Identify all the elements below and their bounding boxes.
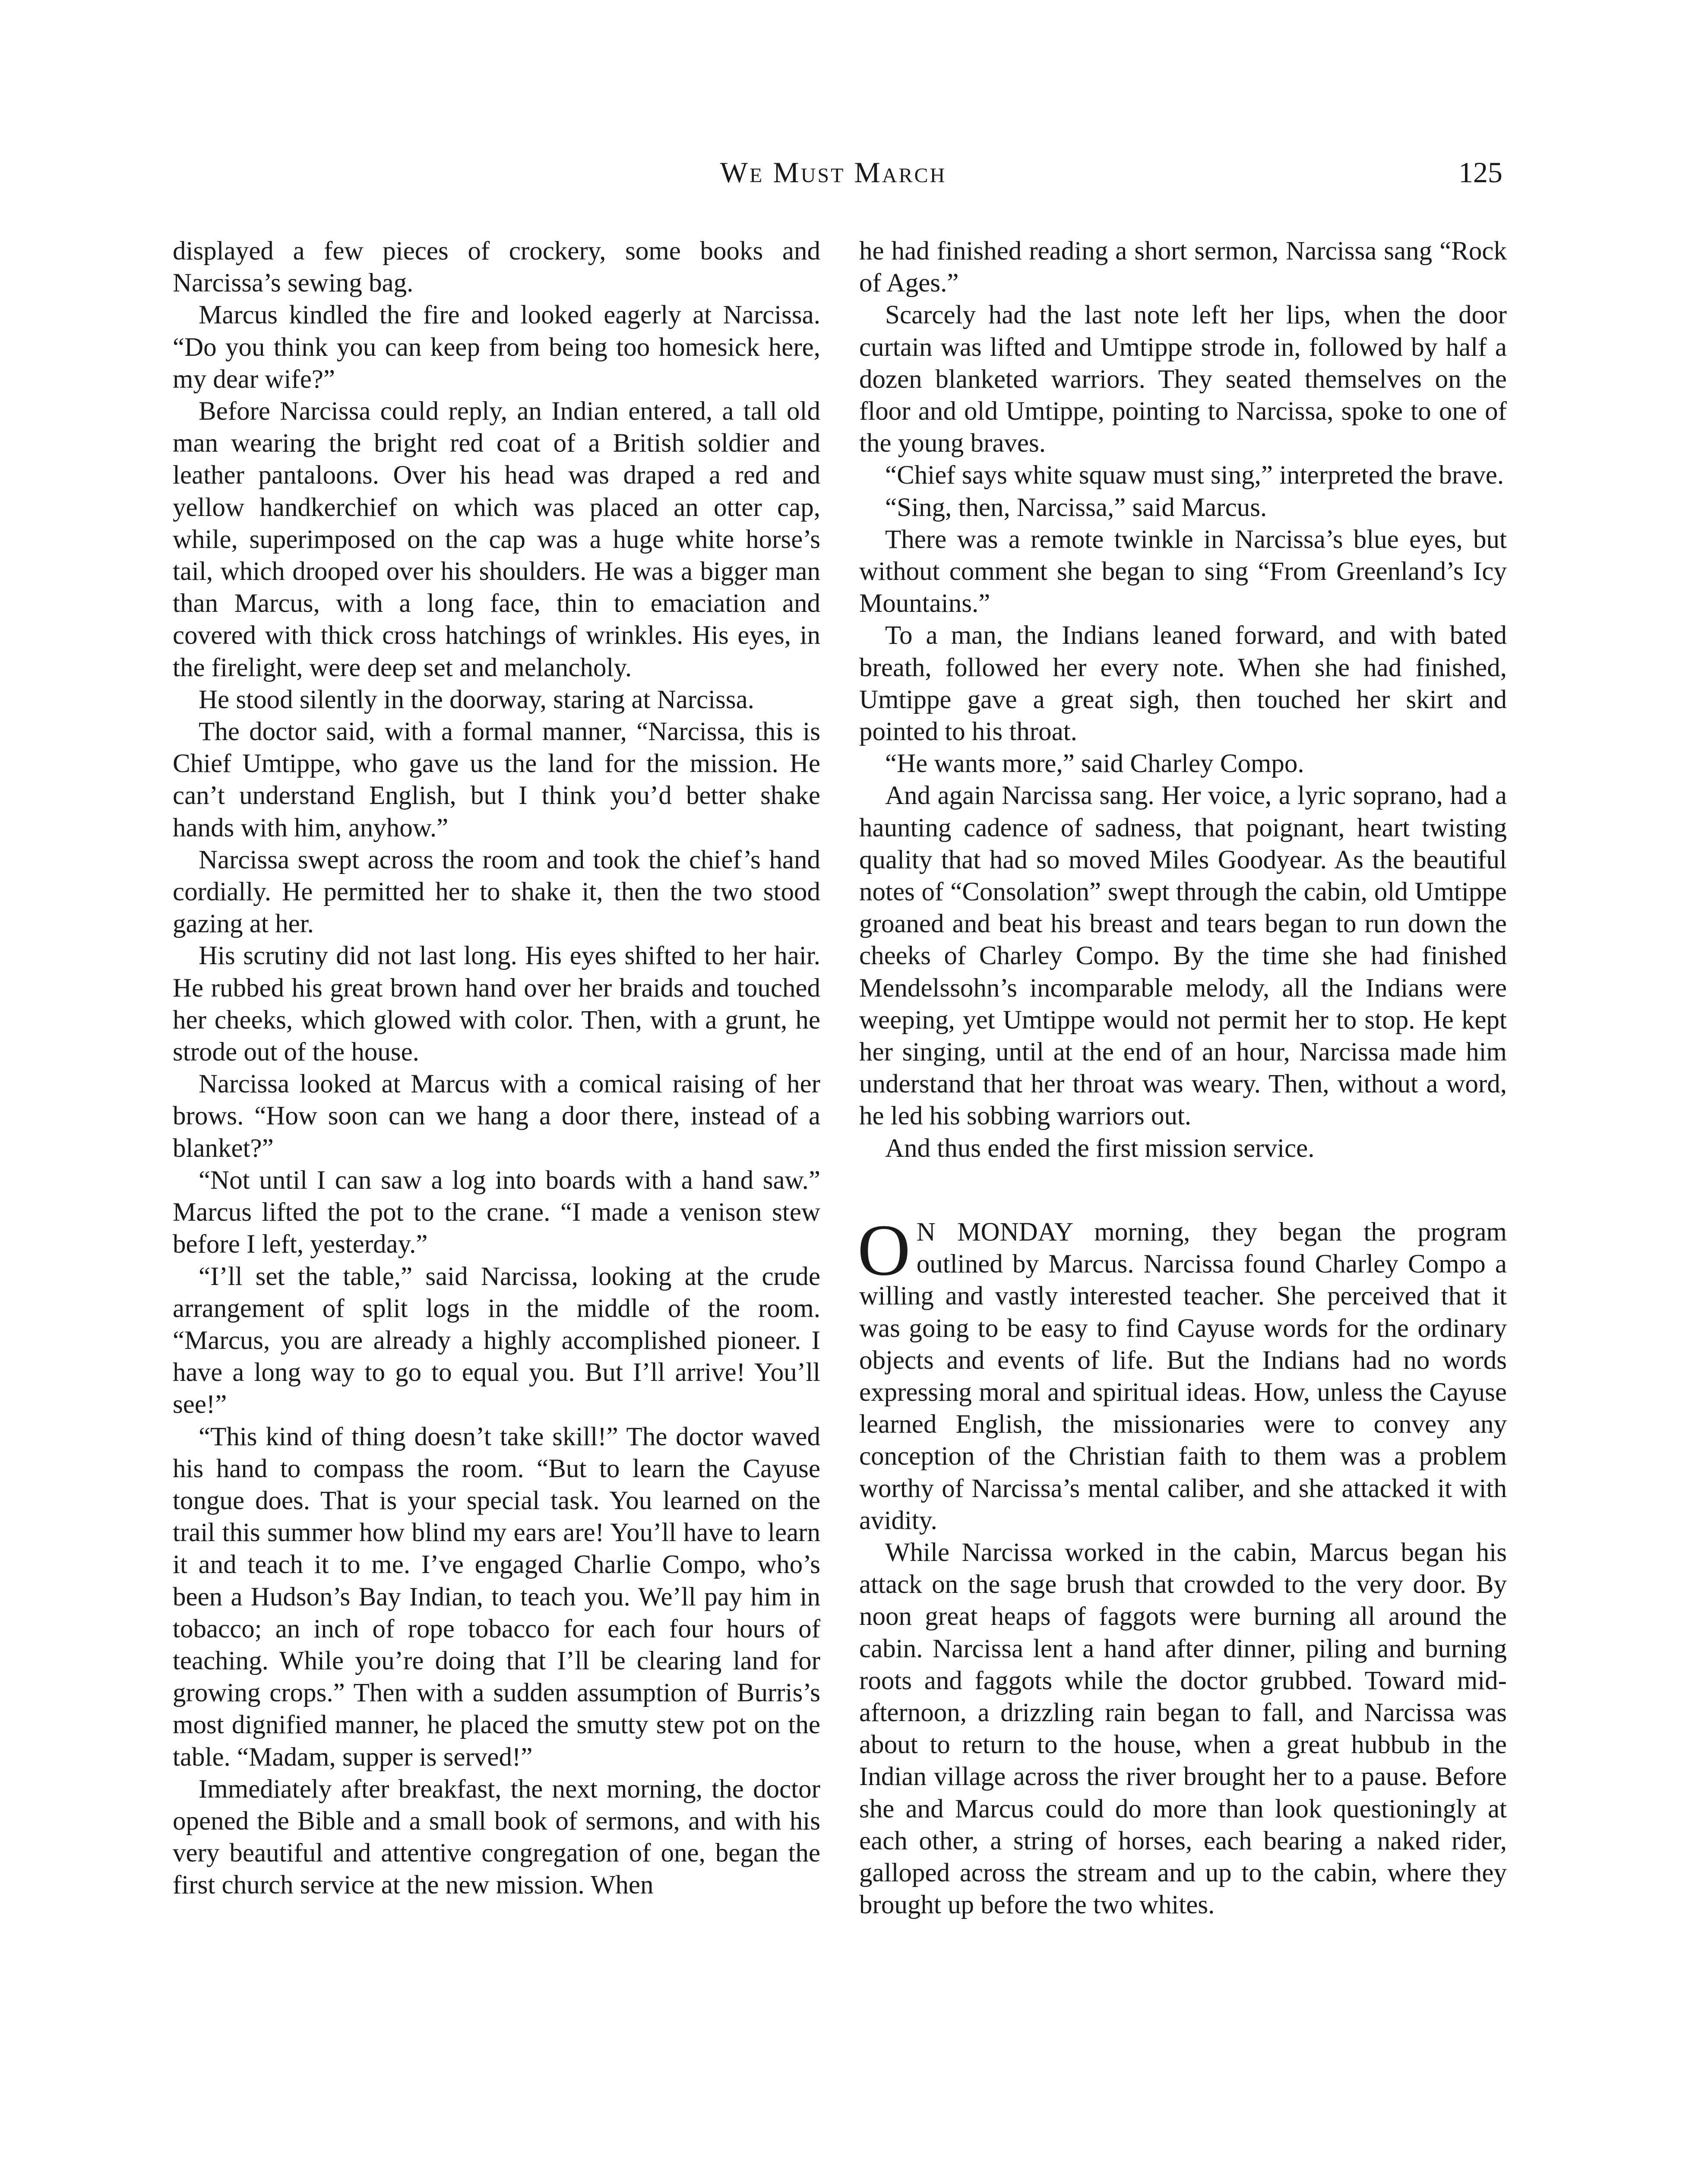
paragraph: While Narcissa worked in the cabin, Marcus began his attack on the sage brush that crowded to the very door. By noon great heaps of faggots were burning all around the cabin. Narcissa lent a hand after dinner, piling and burning roots and faggots while the doctor grubbed. Toward mid-afternoon, a drizzling rain began to fall, and Narcissa was about to return to the house, when a great hubbub in the Indian village across the river brought her to a pause. Before she and Marcus could do more than look questioningly at each other, a string of horses, each bearing a naked rider, galloped across the stream and up to the cabin, where they brought up before the two whites. (859, 1538, 1507, 1920)
lead-in: N MONDAY (916, 1217, 1072, 1247)
paragraph: Marcus kindled the fire and looked eagerly at Narcissa. “Do you think you can keep from being too homesick here, my dear wife?” (173, 301, 820, 394)
paragraph: He stood silently in the doorway, staring at Narcissa. (199, 685, 754, 714)
paragraph: “Not until I can saw a log into boards with a hand saw.” Marcus lifted the pot to the crane. “I made a venison stew before I left, yesterday.” (173, 1165, 820, 1259)
drop-cap: O (857, 1209, 911, 1291)
paragraph: Scarcely had the last note left her lips, when the door curtain was lifted and Umtippe strode in, followed by half a dozen blanketed warriors. They seated themselves on the floor and old Umtippe, pointing to Narcissa, spoke to one of the young braves. (859, 301, 1507, 458)
running-title: We Must March (720, 156, 947, 189)
right-column (859, 235, 1507, 1921)
paragraph: There was a remote twinkle in Narcissa’s blue eyes, but without comment she began to sing “From Greenland’s Icy Mountains.” (859, 525, 1507, 618)
paragraph-text: morning, they began the program outlined by Marcus. Narcissa found Charley Compo a willing and vastly interested teacher. She perceived that it was going to be easy to find Cayuse words for the ordinary objects and events of life. But the Indians had no words expressing moral and spiritual ideas. How, unless the Cayuse learned English, the missionaries were to convey any conception of the Christian faith to them was a problem worthy of Narcissa’s mental caliber, and she attacked it with avidity. (859, 1217, 1507, 1535)
paragraph: Narcissa swept across the room and took the chief’s hand cordially. He permitted her to shake it, then the two stood gazing at her. (173, 845, 820, 939)
paragraph: And again Narcissa sang. Her voice, a lyric soprano, had a haunting cadence of sadness, that poignant, heart twisting quality that had so moved Miles Goodyear. As the beautiful notes of “Consolation” swept through the cabin, old Umtippe groaned and beat his breast and tears began to run down the cheeks of Charley Compo. By the time she had finished Mendelssohn’s incomparable melody, all the Indians were weeping, yet Umtippe would not permit her to stop. He kept her singing, until at the end of an hour, Narcissa made him understand that her throat was weary. Then, without a word, he led his sobbing warriors out. (859, 781, 1507, 1131)
page-header (164, 155, 1502, 207)
paragraph: displayed a few pieces of crockery, some books and Narcissa’s sewing bag. (173, 237, 820, 298)
paragraph: “Sing, then, Narcissa,” said Marcus. (885, 493, 1267, 522)
paragraph: “Chief says white squaw must sing,” interpreted the brave. (885, 461, 1504, 490)
page-number: 125 (1458, 156, 1502, 189)
paragraph: Narcissa looked at Marcus with a comical raising of her brows. “How soon can we hang a door there, instead of a blanket?” (173, 1070, 820, 1163)
paragraph: he had finished reading a short sermon, Narcissa sang “Rock of Ages.” (859, 237, 1507, 298)
paragraph: “He wants more,” said Charley Compo. (885, 749, 1304, 779)
paragraph: His scrutiny did not last long. His eyes shifted to her hair. He rubbed his great brown hand over her braids and touched her cheeks, which glowed with color. Then, with a grunt, he strode out of the house. (173, 941, 820, 1067)
paragraph: And thus ended the first mission service. (885, 1133, 1315, 1163)
paragraph: “This kind of thing doesn’t take skill!” The doctor waved his hand to compass the room. “But to learn the Cayuse tongue does. That is your special task. You learned on the trail this summer how blind my ears are! You’ll have to learn it and teach it to me. I’ve engaged Charlie Compo, who’s been a Hudson’s Bay Indian, to teach you. We’ll pay him in tobacco; an inch of rope tobacco for each four hours of teaching. While you’re doing that I’ll be clearing land for growing crops.” Then with a sudden assumption of Burris’s most dignified manner, he placed the smutty stew pot on the table. “Madam, supper is served!” (173, 1422, 820, 1772)
section-break (859, 1165, 1507, 1216)
paragraph: Immediately after breakfast, the next morning, the doctor opened the Bible and a small book of sermons, and with his very beautiful and attentive congregation of one, began the first church service at the new mission. When (173, 1774, 820, 1900)
paragraph: “I’ll set the table,” said Narcissa, looking at the crude arrangement of split logs in the middle of the room. “Marcus, you are already a highly accomplished pioneer. I have a long way to go to equal you. But I’ll arrive! You’ll see!” (173, 1262, 820, 1419)
paragraph: Before Narcissa could reply, an Indian entered, a tall old man wearing the bright red coat of a British soldier and leather pantaloons. Over his head was draped a red and yellow handkerchief on which was placed an otter cap, while, superimposed on the cap was a huge white horse’s tail, which drooped over his shoulders. He was a bigger man than Marcus, with a long face, thin to emaciation and covered with thick cross hatchings of wrinkles. His eyes, in the firelight, were deep set and melancholy. (173, 397, 820, 682)
paragraph: The doctor said, with a formal manner, “Narcissa, this is Chief Umtippe, who gave us the land for the mission. He can’t understand English, but I think you’d better shake hands with him, anyhow.” (173, 717, 820, 842)
left-column (173, 235, 820, 1902)
paragraph: To a man, the Indians leaned forward, and with bated breath, followed her every note. When she had finished, Umtippe gave a great sigh, then touched her skirt and pointed to his throat. (859, 621, 1507, 747)
section-opening-paragraph (857, 1209, 1507, 1537)
